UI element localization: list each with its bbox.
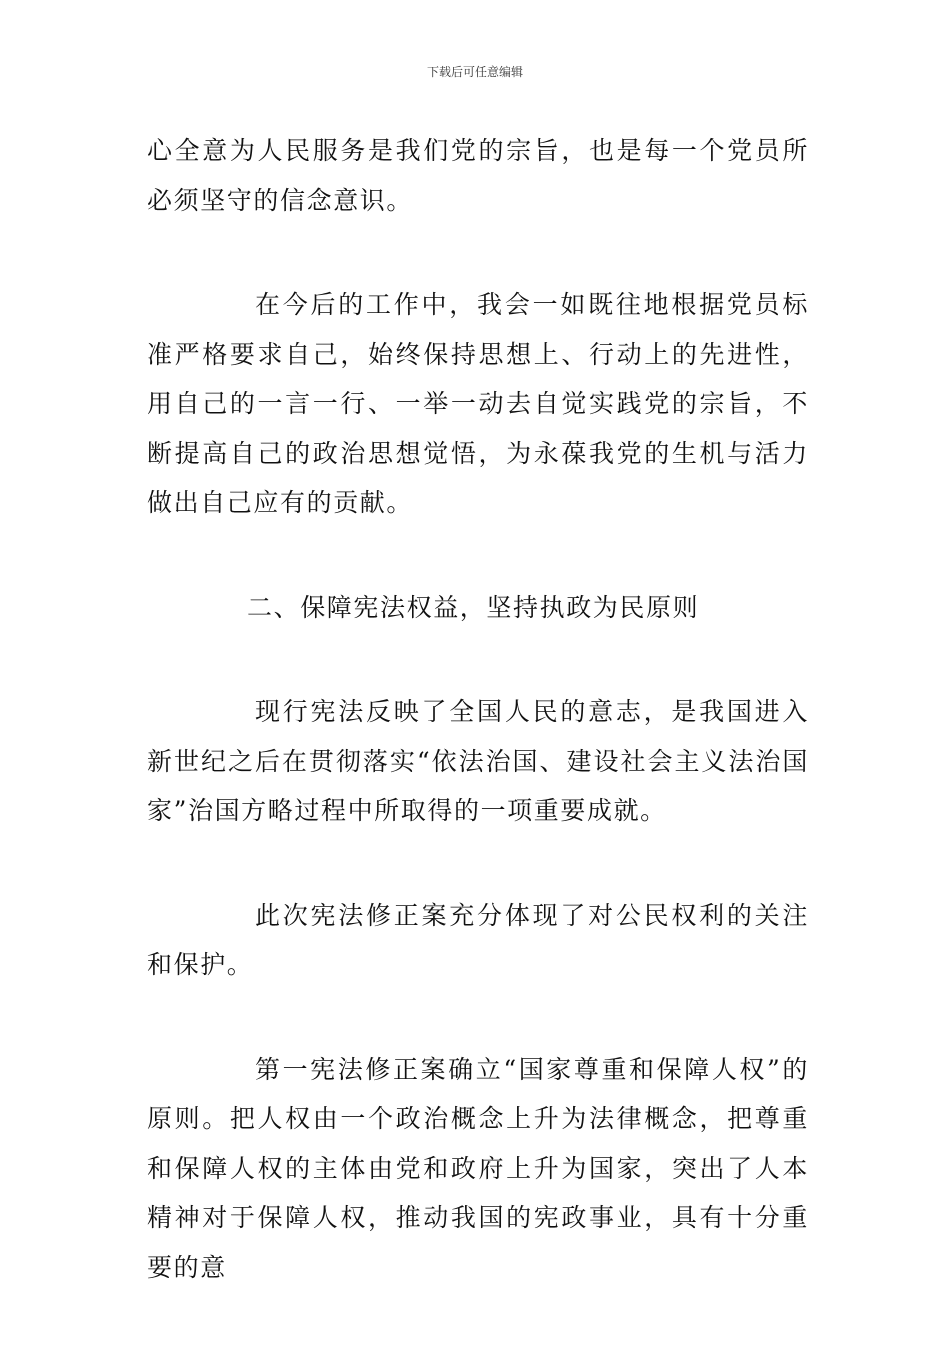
paragraph: 在今后的工作中，我会一如既往地根据党员标准严格要求自己，始终保持思想上、行动上的先进性，用自己的一言一行、一举一动去自觉实践党的宗旨，不断提高自己的政治思想觉悟，为永葆我党的生机与活力做出自己应有的贡献。 (147, 290, 809, 517)
paragraph: 现行宪法反映了全国人民的意志，是我国进入新世纪之后在贯彻落实“依法治国、建设社会主义法治国家”治国方略过程中所取得的一项重要成就。 (147, 697, 809, 825)
document-body (147, 126, 809, 1347)
section-heading: 二、保障宪法权益，坚持执政为民原则 (247, 592, 700, 622)
paragraph-continuation: 心全意为人民服务是我们党的宗旨，也是每一个党员所必须坚守的信念意识。 (147, 136, 809, 215)
page-header-note: 下载后可任意编辑 (426, 65, 523, 79)
paragraph: 第一宪法修正案确立“国家尊重和保障人权”的原则。把人权由一个政治概念上升为法律概念，把尊重和保障人权的主体由党和政府上升为国家，突出了人本精神对于保障人权，推动我国的宪政事业，具有十分重要的意 (147, 1054, 809, 1282)
paragraph: 此次宪法修正案充分体现了对公民权利的关注和保护。 (147, 900, 809, 979)
